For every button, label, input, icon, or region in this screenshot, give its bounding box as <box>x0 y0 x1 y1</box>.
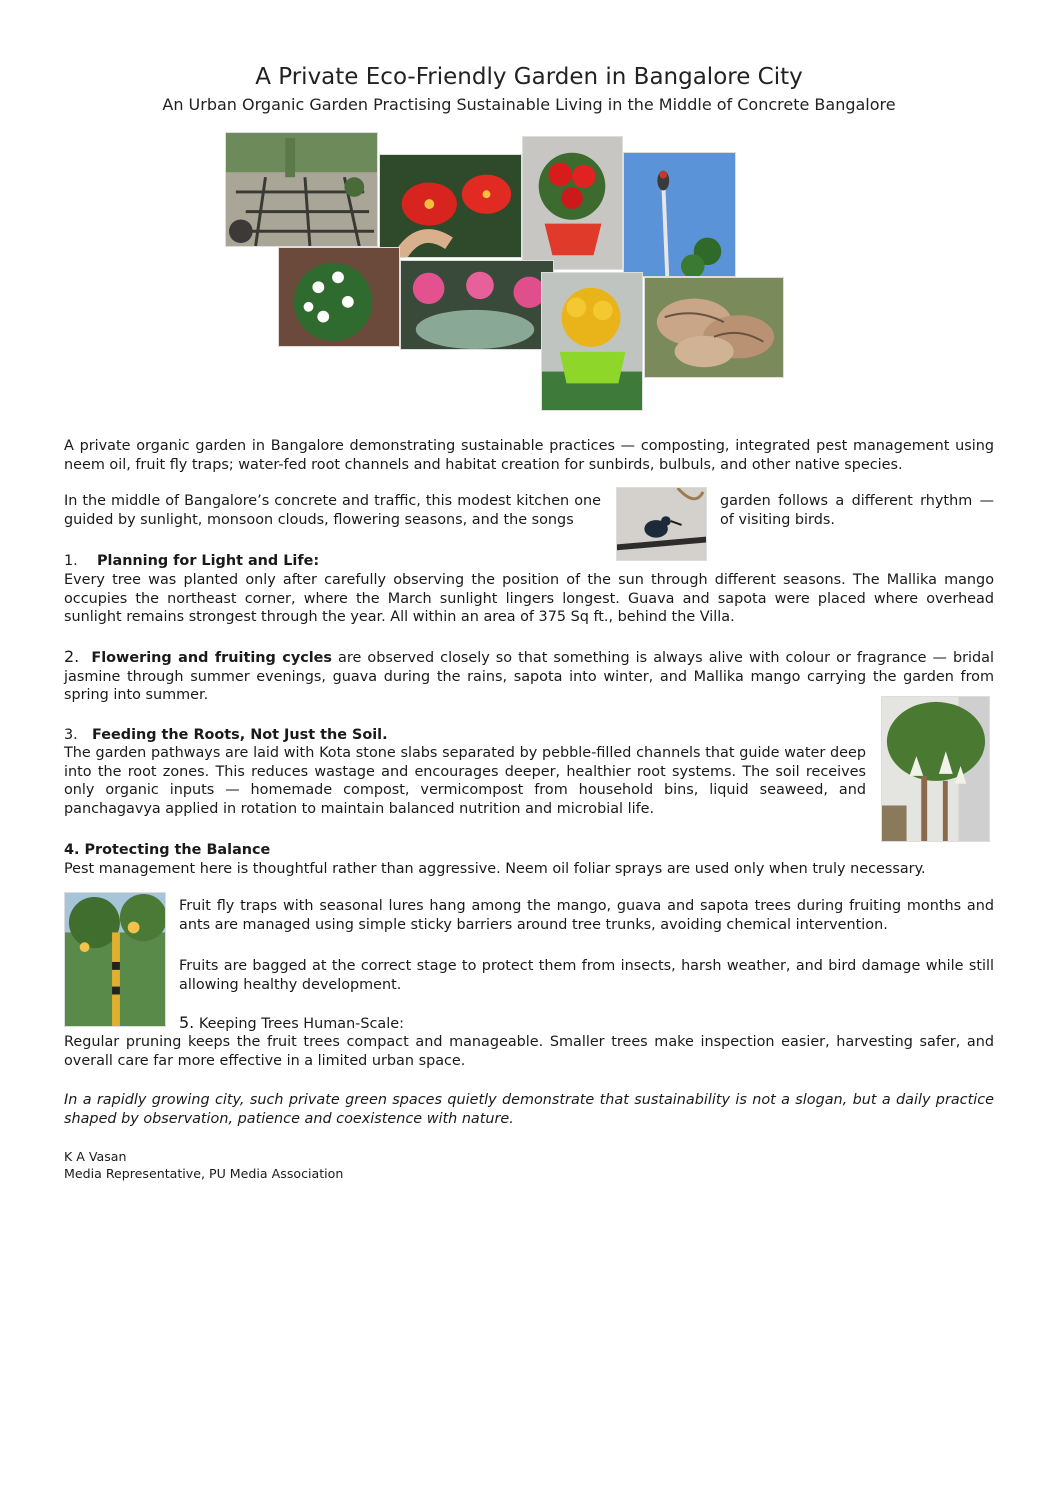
section-2-body: are observed closely so that something is always alive with colour or fragrance — bridal jasmine through summer evenings, guava during the rains, sapota into winter, and Mallika mango carrying the garden from spring into summer. <box>64 650 994 703</box>
section-3-number: 3. <box>64 727 78 743</box>
intro-paragraph: A private organic garden in Bangalore demonstrating sustainable practices — composting, integrated pest management using neem oil, fruit fly traps; water-fed root channels and habitat creation for sunbirds, bulbuls, and other native species. <box>64 438 994 473</box>
yellow-chrysanthemum-pot-photo <box>541 272 643 411</box>
hibiscus-photo <box>379 154 522 258</box>
author-role: Media Representative, PU Media Association <box>64 1166 344 1181</box>
page-subtitle: An Urban Organic Garden Practising Sustainable Living in the Middle of Concrete Bangalore <box>162 95 896 114</box>
tree-pathway-photo <box>881 696 990 842</box>
section-5-heading <box>179 1014 994 1034</box>
pink-roses-photo <box>400 260 554 350</box>
page-title: A Private Eco-Friendly Garden in Bangalore City <box>255 64 803 90</box>
sleeping-cats-photo <box>644 277 784 378</box>
section-3-body: The garden pathways are laid with Kota stone slabs separated by pebble-filled channels that guide water deep into the root zones. This reduces wastage and encourages deeper, healthier root systems. The soil receives only organic inputs — homemade compost, vermicompost from household bins, liquid seaweed, and panchagavya applied in rotation to maintain balanced nutrition and microbial life. <box>64 745 866 817</box>
intro-left-text: In the middle of Bangalore’s concrete and traffic, this modest kitchen one guided by sunlight, monsoon clouds, flowering seasons, and the songs <box>64 493 601 528</box>
red-geranium-pot-photo <box>522 136 623 270</box>
section-3-heading <box>64 726 866 745</box>
bird-on-pole-photo <box>623 152 736 277</box>
sunbird-photo <box>616 487 707 561</box>
fruit-fly-trap-photo <box>64 892 166 1027</box>
section-5-title: Keeping Trees Human-Scale: <box>198 1016 404 1032</box>
section-4-heading: 4. Protecting the Balance <box>64 842 271 858</box>
section-4-traps: Fruit fly traps with seasonal lures hang among the mango, guava and sapota trees during fruiting months and ants are managed using simple sticky barriers around tree trunks, avoiding chemical intervention. <box>179 898 994 933</box>
section-1-title: Planning for Light and Life: <box>97 553 320 569</box>
section-2-paragraph <box>64 648 994 705</box>
section-1-number: 1. <box>64 553 78 569</box>
section-2-title: Flowering and fruiting cycles <box>91 650 332 666</box>
garden-terrace-photo <box>225 132 378 247</box>
closing-statement: In a rapidly growing city, such private green spaces quietly demonstrate that sustainability is not a slogan, but a daily practice shaped by observation, patience and coexistence with nature. <box>64 1092 994 1127</box>
section-5-body: Regular pruning keeps the fruit trees compact and manageable. Smaller trees make inspection easier, harvesting safer, and overall care far more effective in a limited urban space. <box>64 1034 994 1069</box>
section-4-bagging: Fruits are bagged at the correct stage to protect them from insects, harsh weather, and bird damage while still allowing healthy development. <box>179 958 994 993</box>
section-5-number: 5. <box>179 1013 195 1032</box>
section-1-heading <box>64 552 994 571</box>
section-1-body: Every tree was planted only after carefully observing the position of the sun through different seasons. The Mallika mango occupies the northeast corner, where the March sunlight lingers longest. Guava and sapota were placed where overhead sunlight remains strongest through the year. All within an area of 375 Sq ft., behind the Villa. <box>64 572 994 625</box>
section-4-body: Pest management here is thoughtful rather than aggressive. Neem oil foliar sprays are used only when truly necessary. <box>64 861 926 877</box>
section-2-number: 2. <box>64 647 80 666</box>
intro-right-text: garden follows a different rhythm — of visiting birds. <box>720 493 994 528</box>
white-jasmine-photo <box>278 247 400 347</box>
author-name: K A Vasan <box>64 1149 127 1164</box>
section-3-title: Feeding the Roots, Not Just the Soil. <box>92 727 388 743</box>
